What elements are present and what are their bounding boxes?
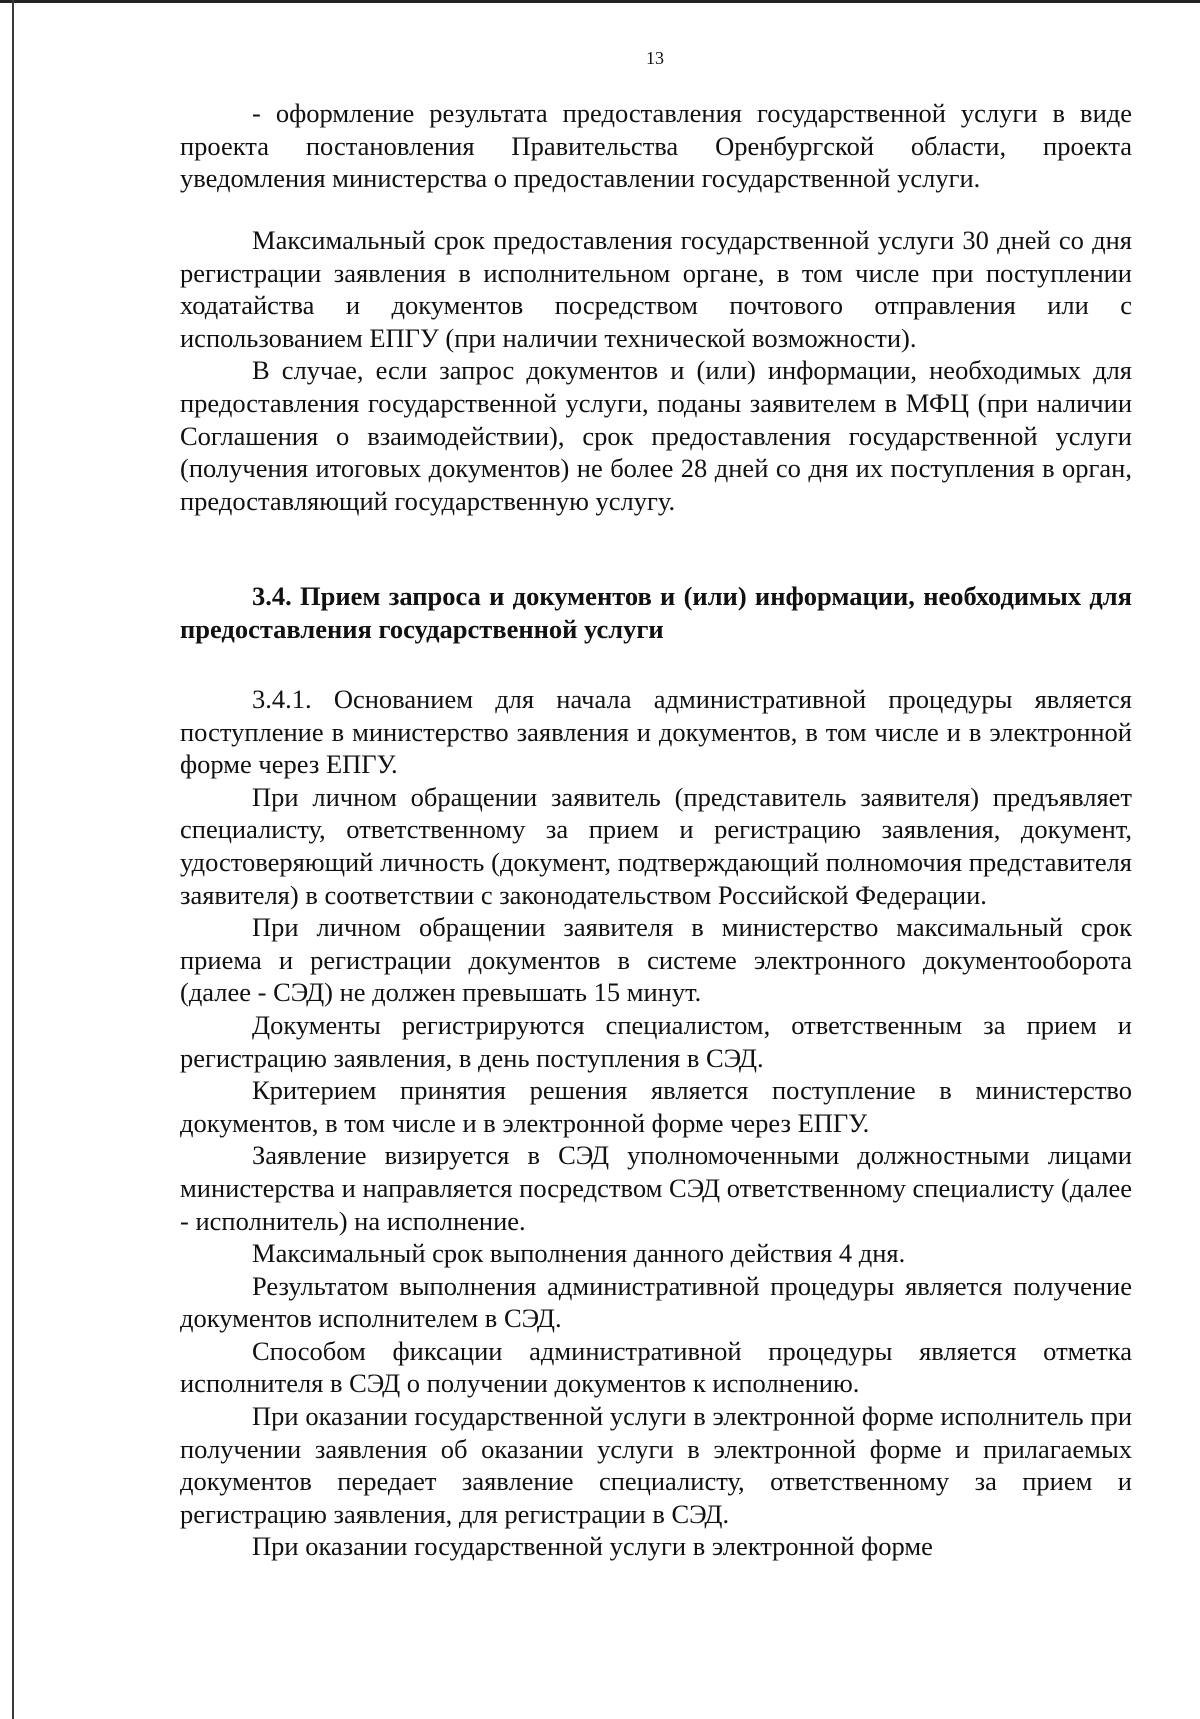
paragraph: При оказании государственной услуги в электронной форме [252,1531,933,1562]
paragraph: При личном обращении заявитель (представитель заявителя) предъявляет специалисту, ответственному за прием и регистрацию заявления, документ, удостоверяющий личность (документ, подтверждающий полномочия представителя заявителя) в соответствии с законодательством Российской Федерации. [180,781,1132,910]
paragraph: Заявление визируется в СЭД уполномоченными должностными лицами министерства и направляется посредством СЭД ответственному специалисту (далее - исполнитель) на исполнение. [180,1140,1132,1236]
scan-border-left [12,0,14,1719]
paragraph-group-result [180,97,1132,195]
paragraph: Способом фиксации административной процедуры является отметка исполнителя в СЭД о получении документов к исполнению. [180,1335,1132,1399]
section-heading: 3.4. Прием запроса и документов и (или) информации, необходимых для предоставления государственной услуги [180,581,1132,644]
paragraph: В случае, если запрос документов и (или) информации, необходимых для предоставления государственной услуги, поданы заявителем в МФЦ (при наличии Соглашения о взаимодействии), срок предоставления государственной услуги (получения итоговых документов) не более 28 дней со дня их поступления в орган, предоставляющий государственную услугу. [180,355,1132,516]
paragraph: Документы регистрируются специалистом, ответственным за прием и регистрацию заявления, в день поступления в СЭД. [180,1009,1132,1073]
paragraph: Результатом выполнения административной процедуры является получение документов исполнителем в СЭД. [180,1270,1132,1334]
paragraph: При личном обращении заявителя в министерство максимальный срок приема и регистрации документов в системе электронного документооборота (далее - СЭД) не должен превышать 15 минут. [180,912,1132,1008]
paragraph: Максимальный срок предоставления государственной услуги 30 дней со дня регистрации заявления в исполнительном органе, в том числе при поступлении ходатайства и документов посредством почтового отправления или с использованием ЕПГУ (при наличии технической возможности). [180,225,1132,353]
paragraph: 3.4.1. Основанием для начала административной процедуры является поступление в министерство заявления и документов, в том числе и в электронной форме через ЕПГУ. [180,684,1132,780]
paragraph: При оказании государственной услуги в электронной форме исполнитель при получении заявления об оказании услуги в электронной форме и прилагаемых документов передает заявление специалисту, ответственному за прием и регистрацию заявления, для регистрации в СЭД. [180,1401,1132,1529]
page-number: 13 [646,48,664,68]
scan-border-top [0,0,1200,3]
paragraph: Максимальный срок выполнения данного действия 4 дня. [252,1238,906,1269]
paragraph: Критерием принятия решения является поступление в министерство документов, в том числе и в электронной форме через ЕПГУ. [180,1075,1132,1138]
paragraph-group-section-3-4 [180,683,1132,1563]
paragraph-group-deadlines [180,224,1132,517]
paragraph: - оформление результата предоставления государственной услуги в виде проекта постановления Правительства Оренбургской области, проекта уведомления министерства о предоставлении государственной услуги. [180,98,1132,194]
